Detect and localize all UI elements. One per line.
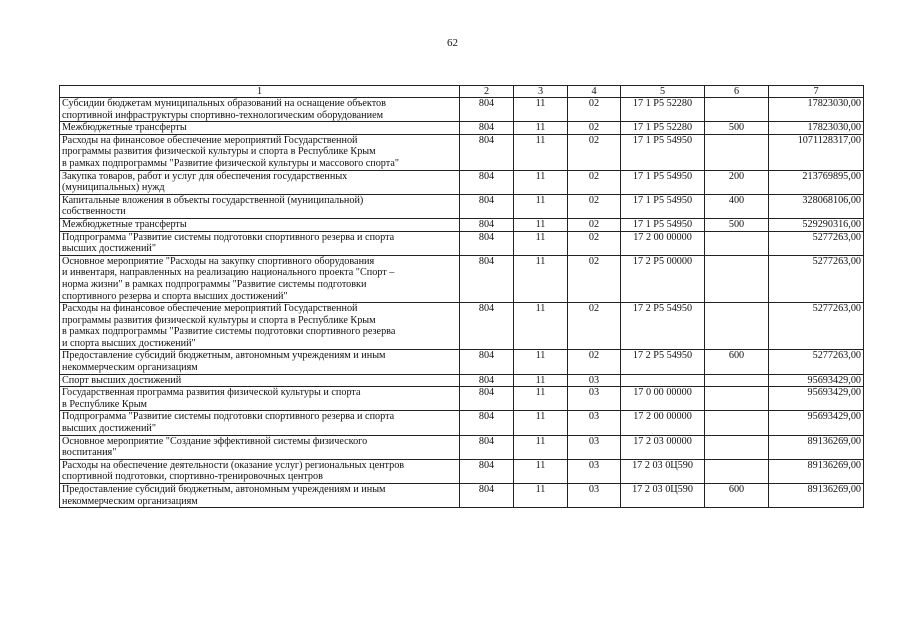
cell-name-line: в Республике Крым xyxy=(62,398,148,410)
cell-subsection-code: 03 xyxy=(568,411,621,435)
cell-name-line: высших достижений" xyxy=(62,423,157,435)
column-header: 5 xyxy=(621,86,705,98)
table-row xyxy=(60,134,864,170)
table-row xyxy=(60,231,864,255)
cell-amount: 5277263,00 xyxy=(769,255,864,302)
cell-amount: 17823030,00 xyxy=(769,98,864,122)
cell-name xyxy=(60,435,460,459)
table-row xyxy=(60,411,864,435)
cell-name-line: Предоставление субсидий бюджетным, автономным учреждениям и иным xyxy=(62,484,386,495)
cell-expense-type xyxy=(705,374,769,387)
cell-subsection-code: 02 xyxy=(568,194,621,218)
cell-name-line: Подпрограмма "Развитие системы подготовки спортивного резерва и спорта xyxy=(62,411,395,423)
cell-subsection-code: 02 xyxy=(568,350,621,374)
cell-expense-type xyxy=(705,411,769,435)
cell-amount: 1071128317,00 xyxy=(769,134,864,170)
cell-amount: 89136269,00 xyxy=(769,459,864,483)
cell-name-line: Подпрограмма "Развитие системы подготовки спортивного резерва и спорта xyxy=(62,231,395,243)
cell-name-line: собственности xyxy=(62,206,126,218)
cell-name xyxy=(60,411,460,435)
cell-target-article: 17 1 Р5 52280 xyxy=(621,98,705,122)
cell-subsection-code: 02 xyxy=(568,231,621,255)
cell-amount: 95693429,00 xyxy=(769,387,864,411)
column-header: 1 xyxy=(60,86,460,98)
cell-target-article xyxy=(621,374,705,387)
table-row xyxy=(60,218,864,231)
cell-target-article: 17 2 03 00000 xyxy=(621,435,705,459)
table-row xyxy=(60,255,864,302)
table-row xyxy=(60,170,864,194)
cell-name xyxy=(60,374,460,387)
cell-ministry-code: 804 xyxy=(460,350,514,374)
cell-name-line: Основное мероприятие "Создание эффективной системы физического xyxy=(62,435,368,447)
cell-name-line: Закупка товаров, работ и услуг для обеспечения государственных xyxy=(62,170,348,182)
cell-ministry-code: 804 xyxy=(460,98,514,122)
cell-amount: 17823030,00 xyxy=(769,122,864,135)
cell-ministry-code: 804 xyxy=(460,387,514,411)
table-row xyxy=(60,98,864,122)
cell-section-code: 11 xyxy=(514,435,568,459)
cell-section-code: 11 xyxy=(514,411,568,435)
cell-subsection-code: 02 xyxy=(568,122,621,135)
cell-ministry-code: 804 xyxy=(460,231,514,255)
cell-name-line: и инвентаря, направленных на реализацию национального проекта "Спорт – xyxy=(62,267,395,279)
cell-name xyxy=(60,459,460,483)
cell-name-line: некоммерческим организациям xyxy=(62,362,198,374)
cell-section-code: 11 xyxy=(514,218,568,231)
cell-ministry-code: 804 xyxy=(460,303,514,350)
cell-name-line: в рамках подпрограммы "Развитие системы подготовки спортивного резерва xyxy=(62,326,396,338)
column-header: 4 xyxy=(568,86,621,98)
cell-section-code: 11 xyxy=(514,98,568,122)
cell-section-code: 11 xyxy=(514,387,568,411)
cell-name-line: программы развития физической культуры и спорта в Республике Крым xyxy=(62,314,376,326)
cell-subsection-code: 02 xyxy=(568,98,621,122)
cell-name-line: норма жизни" в рамках подпрограммы "Развитие системы подготовки xyxy=(62,278,367,290)
cell-name xyxy=(60,134,460,170)
cell-expense-type xyxy=(705,459,769,483)
table-row xyxy=(60,350,864,374)
table-row xyxy=(60,122,864,135)
cell-name xyxy=(60,170,460,194)
cell-subsection-code: 03 xyxy=(568,374,621,387)
cell-section-code: 11 xyxy=(514,134,568,170)
cell-name xyxy=(60,484,460,508)
table-row xyxy=(60,387,864,411)
cell-section-code: 11 xyxy=(514,194,568,218)
cell-name-line: Расходы на финансовое обеспечение мероприятий Государственной xyxy=(62,303,358,315)
cell-target-article: 17 1 Р5 52280 xyxy=(621,122,705,135)
cell-target-article: 17 2 00 00000 xyxy=(621,231,705,255)
cell-amount: 5277263,00 xyxy=(769,350,864,374)
cell-expense-type xyxy=(705,255,769,302)
cell-expense-type: 500 xyxy=(705,122,769,135)
cell-subsection-code: 03 xyxy=(568,387,621,411)
cell-expense-type: 400 xyxy=(705,194,769,218)
column-header: 3 xyxy=(514,86,568,98)
cell-name-line: Межбюджетные трансферты xyxy=(62,122,187,134)
cell-amount: 5277263,00 xyxy=(769,303,864,350)
cell-ministry-code: 804 xyxy=(460,134,514,170)
cell-name xyxy=(60,387,460,411)
cell-expense-type xyxy=(705,98,769,122)
cell-amount: 95693429,00 xyxy=(769,411,864,435)
cell-section-code: 11 xyxy=(514,231,568,255)
cell-ministry-code: 804 xyxy=(460,218,514,231)
cell-target-article: 17 2 Р5 54950 xyxy=(621,303,705,350)
cell-subsection-code: 02 xyxy=(568,255,621,302)
table-row xyxy=(60,194,864,218)
cell-name-line: Расходы на финансовое обеспечение мероприятий Государственной xyxy=(62,134,358,146)
cell-subsection-code: 02 xyxy=(568,134,621,170)
cell-amount: 89136269,00 xyxy=(769,435,864,459)
cell-name xyxy=(60,231,460,255)
cell-target-article: 17 2 00 00000 xyxy=(621,411,705,435)
cell-name-line: в рамках подпрограммы "Развитие физической культуры и массового спорта" xyxy=(62,157,400,169)
cell-target-article: 17 1 Р5 54950 xyxy=(621,170,705,194)
cell-name xyxy=(60,255,460,302)
cell-name-line: (муниципальных) нужд xyxy=(62,182,165,194)
column-header: 7 xyxy=(769,86,864,98)
cell-amount: 213769895,00 xyxy=(769,170,864,194)
cell-expense-type xyxy=(705,303,769,350)
cell-name xyxy=(60,218,460,231)
cell-subsection-code: 03 xyxy=(568,435,621,459)
cell-section-code: 11 xyxy=(514,459,568,483)
cell-expense-type xyxy=(705,134,769,170)
cell-name xyxy=(60,303,460,350)
cell-section-code: 11 xyxy=(514,303,568,350)
cell-ministry-code: 804 xyxy=(460,459,514,483)
cell-ministry-code: 804 xyxy=(460,484,514,508)
table-row xyxy=(60,459,864,483)
cell-name-line: программы развития физической культуры и спорта в Республике Крым xyxy=(62,146,376,158)
cell-expense-type: 500 xyxy=(705,218,769,231)
cell-name-line: Капитальные вложения в объекты государственной (муниципальной) xyxy=(62,194,364,206)
cell-section-code: 11 xyxy=(514,122,568,135)
cell-name-line: Межбюджетные трансферты xyxy=(62,218,187,230)
cell-ministry-code: 804 xyxy=(460,122,514,135)
budget-table xyxy=(59,85,864,508)
cell-ministry-code: 804 xyxy=(460,435,514,459)
cell-name xyxy=(60,98,460,122)
table-row xyxy=(60,374,864,387)
cell-section-code: 11 xyxy=(514,484,568,508)
table-row xyxy=(60,484,864,508)
cell-section-code: 11 xyxy=(514,350,568,374)
cell-target-article: 17 1 Р5 54950 xyxy=(621,134,705,170)
cell-subsection-code: 03 xyxy=(568,459,621,483)
cell-name xyxy=(60,122,460,135)
cell-subsection-code: 02 xyxy=(568,303,621,350)
cell-expense-type: 200 xyxy=(705,170,769,194)
cell-amount: 95693429,00 xyxy=(769,374,864,387)
cell-target-article: 17 0 00 00000 xyxy=(621,387,705,411)
table-row xyxy=(60,435,864,459)
cell-target-article: 17 1 Р5 54950 xyxy=(621,218,705,231)
column-header: 2 xyxy=(460,86,514,98)
cell-amount: 89136269,00 xyxy=(769,484,864,508)
header-row xyxy=(60,86,864,98)
cell-section-code: 11 xyxy=(514,374,568,387)
cell-amount: 328068106,00 xyxy=(769,194,864,218)
cell-ministry-code: 804 xyxy=(460,411,514,435)
page-number: 62 xyxy=(447,37,458,49)
cell-target-article: 17 2 Р5 00000 xyxy=(621,255,705,302)
cell-name-line: некоммерческим организациям xyxy=(62,495,198,507)
cell-expense-type xyxy=(705,387,769,411)
cell-ministry-code: 804 xyxy=(460,255,514,302)
cell-section-code: 11 xyxy=(514,170,568,194)
cell-subsection-code: 02 xyxy=(568,218,621,231)
cell-name-line: Основное мероприятие "Расходы на закупку спортивного оборудования xyxy=(62,255,375,267)
cell-target-article: 17 1 Р5 54950 xyxy=(621,194,705,218)
cell-name-line: спортивного резерва и спорта высших достижений" xyxy=(62,290,288,302)
cell-name-line: спортивной инфраструктуры спортивно-технологическим оборудованием xyxy=(62,109,384,121)
cell-amount: 5277263,00 xyxy=(769,231,864,255)
cell-name-line: Субсидии бюджетам муниципальных образований на оснащение объектов xyxy=(62,98,386,109)
cell-subsection-code: 03 xyxy=(568,484,621,508)
cell-expense-type: 600 xyxy=(705,350,769,374)
cell-amount: 529290316,00 xyxy=(769,218,864,231)
cell-expense-type xyxy=(705,435,769,459)
cell-name xyxy=(60,350,460,374)
cell-expense-type: 600 xyxy=(705,484,769,508)
cell-target-article: 17 2 03 0Ц590 xyxy=(621,484,705,508)
cell-ministry-code: 804 xyxy=(460,374,514,387)
cell-ministry-code: 804 xyxy=(460,194,514,218)
cell-name xyxy=(60,194,460,218)
cell-expense-type xyxy=(705,231,769,255)
cell-name-line: Спорт высших достижений xyxy=(62,374,182,386)
cell-name-line: спортивной подготовки, спортивно-тренировочных центров xyxy=(62,471,323,483)
cell-section-code: 11 xyxy=(514,255,568,302)
column-header: 6 xyxy=(705,86,769,98)
cell-name-line: воспитания" xyxy=(62,447,117,459)
cell-name-line: Предоставление субсидий бюджетным, автономным учреждениям и иным xyxy=(62,350,386,362)
table-row xyxy=(60,303,864,350)
cell-name-line: высших достижений" xyxy=(62,243,157,255)
cell-target-article: 17 2 03 0Ц590 xyxy=(621,459,705,483)
cell-name-line: Расходы на обеспечение деятельности (оказание услуг) региональных центров xyxy=(62,459,405,471)
cell-subsection-code: 02 xyxy=(568,170,621,194)
cell-ministry-code: 804 xyxy=(460,170,514,194)
cell-name-line: Государственная программа развития физической культуры и спорта xyxy=(62,387,361,399)
cell-target-article: 17 2 Р5 54950 xyxy=(621,350,705,374)
cell-name-line: и спорта высших достижений" xyxy=(62,337,196,349)
